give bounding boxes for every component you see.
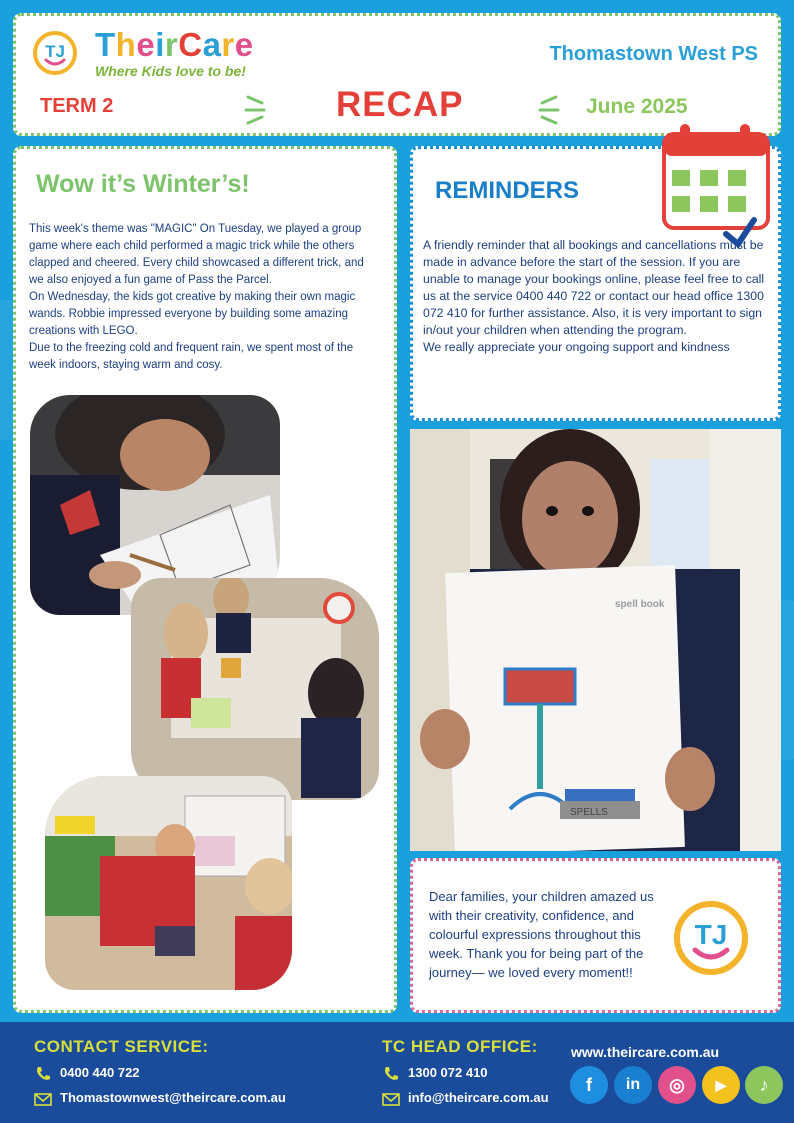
- head-office-heading: TC HEAD OFFICE:: [382, 1037, 538, 1056]
- email-icon: [382, 1090, 400, 1108]
- office-email[interactable]: info@theircare.com.au: [408, 1090, 549, 1105]
- phone-icon: [34, 1065, 52, 1083]
- burst-right-icon: [536, 93, 560, 127]
- reminders-body: [423, 237, 768, 356]
- office-phone[interactable]: 1300 072 410: [408, 1065, 488, 1080]
- photo-group-table: [131, 578, 379, 800]
- contact-phone[interactable]: 0400 440 722: [60, 1065, 140, 1080]
- brand-name: TheirCare: [95, 26, 254, 63]
- facebook-icon[interactable]: f: [570, 1066, 608, 1104]
- tiktok-icon[interactable]: ♪: [745, 1066, 783, 1104]
- svg-text:TJ: TJ: [45, 42, 65, 61]
- school-name: Thomastown West PS: [549, 43, 758, 65]
- footer: [0, 1022, 794, 1123]
- photo-lego-floor: [45, 776, 292, 990]
- winter-paragraph: Due to the freezing cold and frequent rain, we spent most of the week indoors, staying warm and cosy.: [29, 342, 354, 371]
- winter-paragraph: This week's theme was "MAGIC" On Tuesday, we played a group game where each child performed a magic trick while the others clapped and cheered. Every child showcased a different trick, and we also enjoyed a fun game of Pass the Parcel.: [29, 223, 364, 286]
- winter-paragraph: On Wednesday, the kids got creative by making their own magic wands. Robbie impressed everyone by building some amazing creations with LEGO.: [29, 291, 356, 337]
- header-panel: [13, 13, 781, 136]
- drawing-label: spell book: [615, 599, 665, 610]
- youtube-icon[interactable]: ▶: [702, 1066, 740, 1104]
- winter-body: [29, 221, 374, 374]
- instagram-icon[interactable]: ◎: [658, 1066, 696, 1104]
- page-title: RECAP: [336, 85, 464, 124]
- website-link[interactable]: www.theircare.com.au: [571, 1044, 720, 1060]
- svg-text:TJ: TJ: [694, 919, 728, 950]
- calendar-icon: [658, 122, 778, 250]
- winter-title: Wow it’s Winter’s!: [36, 170, 250, 198]
- photo-girl-spell-book: [410, 429, 781, 851]
- email-icon: [34, 1090, 52, 1108]
- closing-message: Dear families, your children amazed us with their creativity, confidence, and colourful expressions throughout this week. Thank you for being part of the journey— we loved every moment!!: [429, 889, 654, 980]
- phone-icon: [382, 1065, 400, 1083]
- linkedin-icon[interactable]: in: [614, 1066, 652, 1104]
- closing-panel: [410, 858, 781, 1013]
- term-label: TERM 2: [40, 95, 114, 117]
- theircare-logo-icon: [32, 30, 78, 76]
- reminders-thanks: We really appreciate your ongoing support and kindness: [423, 340, 730, 354]
- reminders-text: A friendly reminder that all bookings and cancellations must be made in advance before the start of the session. If you are unable to manage your bookings online, please feel free to call us at the service 0400 440 722 or contact our head office 1300 072 410 for further assistance. Also, it is very important to sign in/out your children when attending the program.: [423, 238, 765, 337]
- theircare-logo-icon: [671, 898, 751, 978]
- contact-email[interactable]: Thomastownwest@theircare.com.au: [60, 1090, 286, 1105]
- month-label: June 2025: [586, 95, 688, 118]
- reminders-title: REMINDERS: [435, 177, 580, 204]
- brand-tagline: Where Kids love to be!: [95, 63, 246, 79]
- burst-left-icon: [244, 93, 268, 127]
- drawing-caption: SPELLS: [570, 807, 608, 818]
- contact-service-heading: CONTACT SERVICE:: [34, 1037, 209, 1056]
